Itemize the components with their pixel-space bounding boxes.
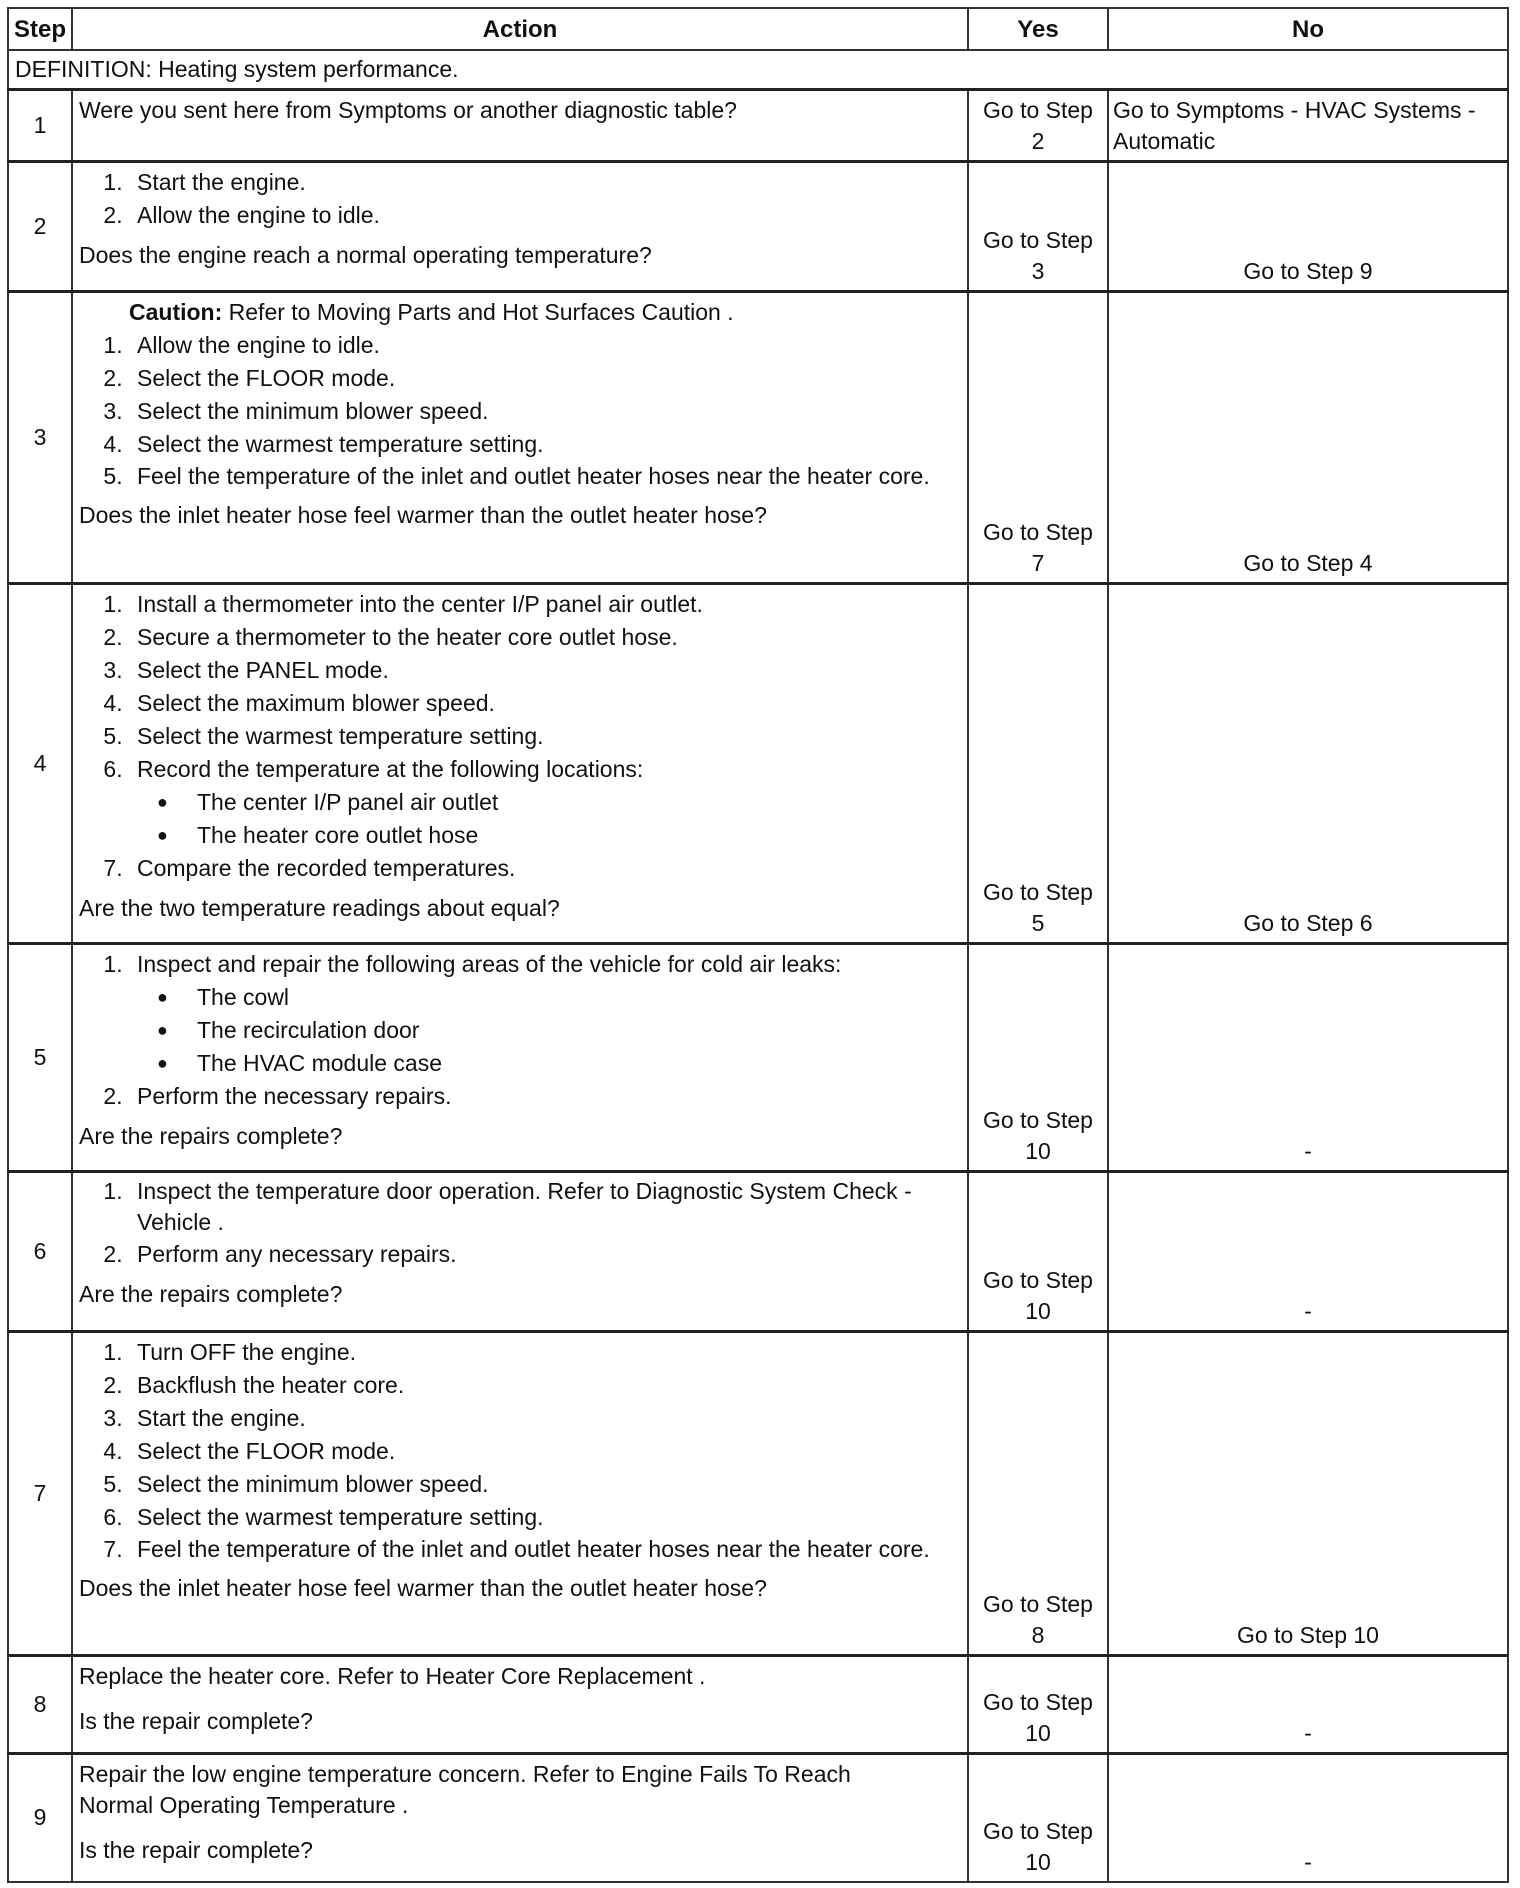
caution-text: Refer to Moving Parts and Hot Surfaces Caution . — [222, 299, 734, 325]
bullet-item: ● The center I/P panel air outlet — [189, 786, 961, 819]
step-row-4 — [8, 584, 1508, 944]
action-step: 1. Install a thermometer into the center I/P panel air outlet. — [129, 588, 961, 621]
action-step: 2. Allow the engine to idle. — [129, 199, 961, 232]
yes-result: Go to Step 10 — [968, 944, 1108, 1172]
header-action: Action — [72, 8, 968, 50]
step-number: 3 — [8, 292, 72, 584]
no-result: Go to Step 4 — [1108, 292, 1508, 584]
action-step: 7. Feel the temperature of the inlet and outlet heater hoses near the heater core. — [129, 1534, 961, 1565]
action-text: Were you sent here from Symptoms or another diagnostic table? — [79, 97, 737, 123]
yes-result: Go to Step 2 — [968, 90, 1108, 162]
action-step: 2. Backflush the heater core. — [129, 1369, 961, 1402]
yes-result: Go to Step 3 — [968, 162, 1108, 292]
action-step: 5. Feel the temperature of the inlet and outlet heater hoses near the heater core. — [129, 461, 961, 492]
action-step: 1. Start the engine. — [129, 166, 961, 199]
bullet-item: ● The recirculation door — [189, 1014, 961, 1047]
diagnostic-table — [7, 7, 1509, 1883]
action-steps — [79, 948, 961, 1113]
bullet-item: ● The heater core outlet hose — [189, 819, 961, 852]
no-result: - — [1108, 944, 1508, 1172]
action-text: Repair the low engine temperature concern. Refer to Engine Fails To Reach Normal Operating Temperature . — [79, 1761, 851, 1818]
no-result: Go to Symptoms - HVAC Systems - Automatic — [1108, 90, 1508, 162]
action-step: 6. Select the warmest temperature setting. — [129, 1501, 961, 1534]
no-result: - — [1108, 1172, 1508, 1332]
action-step: 4. Select the warmest temperature setting. — [129, 428, 961, 461]
yes-result: Go to Step 10 — [968, 1656, 1108, 1754]
action-step: 3. Select the minimum blower speed. — [129, 395, 961, 428]
no-result: Go to Step 9 — [1108, 162, 1508, 292]
action-steps — [79, 166, 961, 232]
yes-result: Go to Step 5 — [968, 584, 1108, 944]
step-number: 6 — [8, 1172, 72, 1332]
action-step: 1. Inspect the temperature door operation. Refer to Diagnostic System Check - Vehicle . — [129, 1176, 961, 1238]
step-row-7 — [8, 1332, 1508, 1656]
step-row-2 — [8, 162, 1508, 292]
action-step: 2. Perform any necessary repairs. — [129, 1238, 961, 1271]
question-text: Does the inlet heater hose feel warmer than the outlet heater hose? — [79, 1575, 767, 1601]
action-step: 3. Select the PANEL mode. — [129, 654, 961, 687]
action-steps — [79, 1176, 961, 1271]
yes-result: Go to Step 10 — [968, 1172, 1108, 1332]
action-steps — [79, 1336, 961, 1565]
step-number: 7 — [8, 1332, 72, 1656]
header-no: No — [1108, 8, 1508, 50]
caution-label: Caution: — [129, 299, 223, 325]
yes-result: Go to Step 8 — [968, 1332, 1108, 1656]
no-result: Go to Step 6 — [1108, 584, 1508, 944]
bullet-list — [137, 981, 961, 1080]
header-yes: Yes — [968, 8, 1108, 50]
step-action — [72, 584, 968, 944]
definition-row — [8, 50, 1508, 90]
caution-note — [79, 296, 961, 329]
no-result: - — [1108, 1754, 1508, 1882]
step-row-1 — [8, 90, 1508, 162]
yes-result: Go to Step 7 — [968, 292, 1108, 584]
step-number: 9 — [8, 1754, 72, 1882]
action-step: 2. Perform the necessary repairs. — [129, 1080, 961, 1113]
bullet-item: ● The cowl — [189, 981, 961, 1014]
question-text: Are the repairs complete? — [79, 1123, 343, 1149]
step-number: 4 — [8, 584, 72, 944]
action-step: 2. Secure a thermometer to the heater core outlet hose. — [129, 621, 961, 654]
step-action — [72, 1754, 968, 1882]
action-steps — [79, 329, 961, 492]
step-row-6 — [8, 1172, 1508, 1332]
action-step: 5. Select the warmest temperature setting. — [129, 720, 961, 753]
header-step: Step — [8, 8, 72, 50]
question-text: Does the engine reach a normal operating temperature? — [79, 242, 652, 268]
action-step — [129, 948, 961, 1080]
question-text: Are the two temperature readings about equal? — [79, 895, 560, 921]
action-step: 7. Compare the recorded temperatures. — [129, 852, 961, 885]
step-action — [72, 90, 968, 162]
step-action — [72, 1172, 968, 1332]
question-text: Does the inlet heater hose feel warmer than the outlet heater hose? — [79, 502, 767, 528]
step-number: 8 — [8, 1656, 72, 1754]
step-row-3 — [8, 292, 1508, 584]
action-step-text: Inspect and repair the following areas of the vehicle for cold air leaks: — [137, 951, 842, 977]
action-step: 1. Allow the engine to idle. — [129, 329, 961, 362]
step-row-8 — [8, 1656, 1508, 1754]
bullet-list — [137, 786, 961, 852]
step-number: 2 — [8, 162, 72, 292]
question-text: Are the repairs complete? — [79, 1281, 343, 1307]
action-step: 3. Start the engine. — [129, 1402, 961, 1435]
step-number: 5 — [8, 944, 72, 1172]
action-step: 2. Select the FLOOR mode. — [129, 362, 961, 395]
action-step: 5. Select the minimum blower speed. — [129, 1468, 961, 1501]
bullet-item: ● The HVAC module case — [189, 1047, 961, 1080]
step-action — [72, 292, 968, 584]
action-steps — [79, 588, 961, 885]
step-action — [72, 162, 968, 292]
step-action — [72, 944, 968, 1172]
header-row — [8, 8, 1508, 50]
question-text: Is the repair complete? — [79, 1837, 313, 1863]
action-step-text: Record the temperature at the following locations: — [137, 756, 644, 782]
question-text: Is the repair complete? — [79, 1708, 313, 1734]
step-row-9 — [8, 1754, 1508, 1882]
no-result: Go to Step 10 — [1108, 1332, 1508, 1656]
action-step: 4. Select the FLOOR mode. — [129, 1435, 961, 1468]
yes-result: Go to Step 10 — [968, 1754, 1108, 1882]
definition-text: DEFINITION: Heating system performance. — [8, 50, 1508, 90]
no-result: - — [1108, 1656, 1508, 1754]
action-text: Replace the heater core. Refer to Heater Core Replacement . — [79, 1663, 706, 1689]
action-step: 4. Select the maximum blower speed. — [129, 687, 961, 720]
action-step — [129, 753, 961, 852]
step-action — [72, 1656, 968, 1754]
step-action — [72, 1332, 968, 1656]
step-number: 1 — [8, 90, 72, 162]
action-step: 1. Turn OFF the engine. — [129, 1336, 961, 1369]
step-row-5 — [8, 944, 1508, 1172]
